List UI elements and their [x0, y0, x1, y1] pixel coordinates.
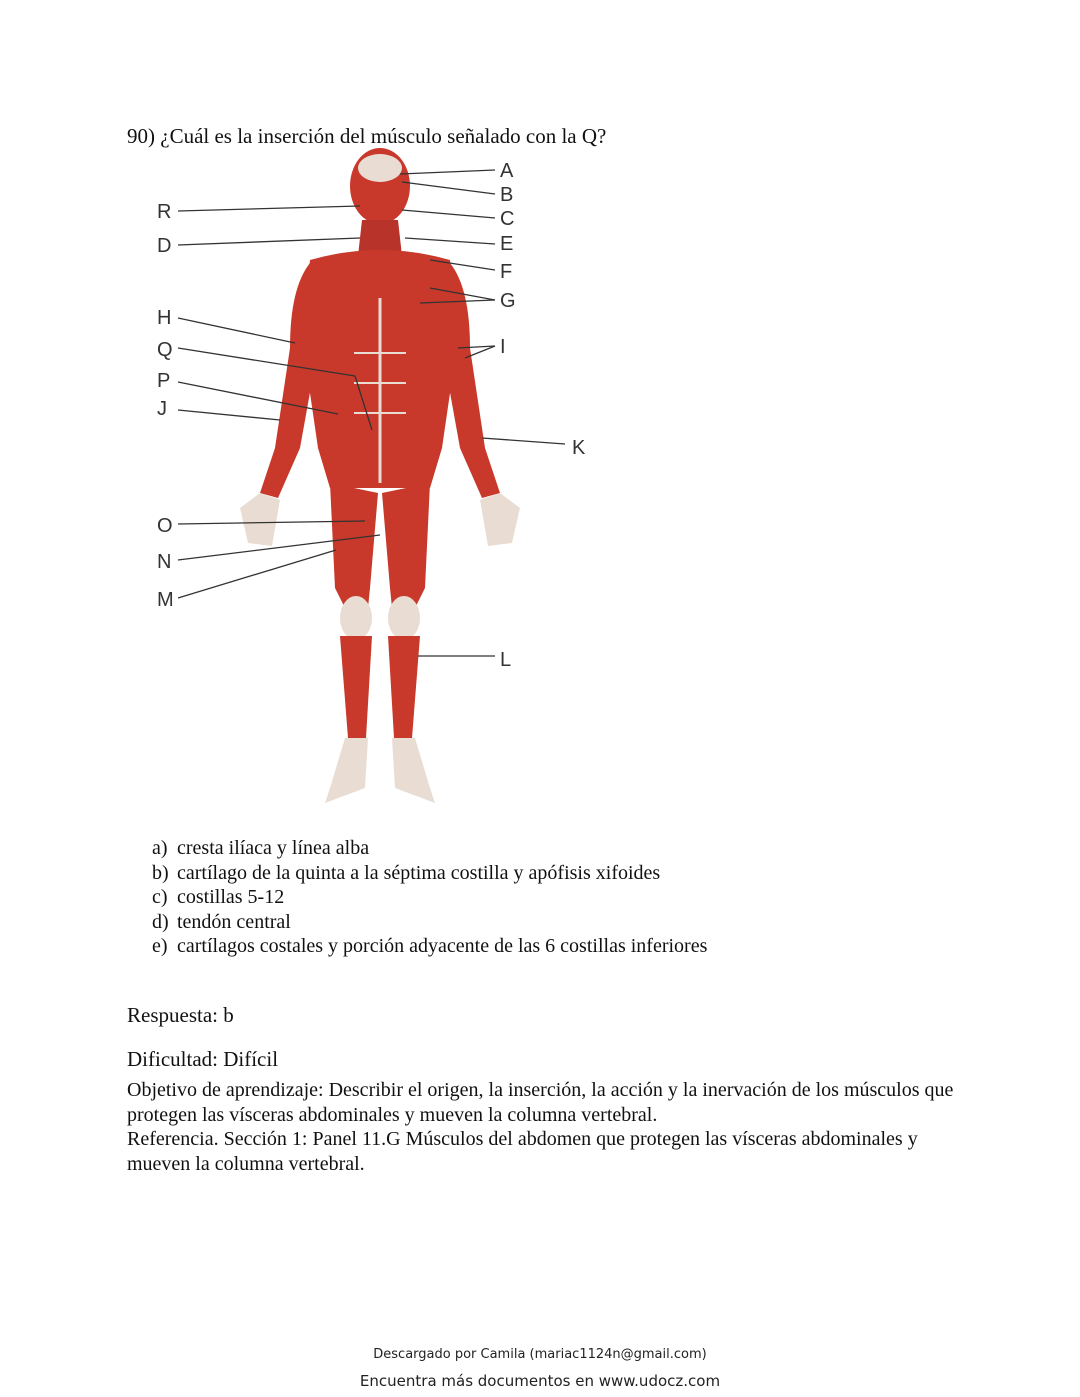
- label-D: D: [157, 235, 172, 257]
- label-J: J: [157, 398, 167, 420]
- difficulty: Dificultad: Difícil: [127, 1047, 279, 1071]
- option-letter: a): [152, 837, 168, 859]
- option-c: [152, 885, 707, 910]
- option-e: [152, 934, 707, 959]
- udocz-link-footer[interactable]: Encuentra más documentos en www.udocz.com: [359, 1372, 721, 1390]
- anatomy-figure-svg: [140, 148, 610, 818]
- option-a: [152, 836, 707, 861]
- answer: Respuesta: b: [127, 1003, 234, 1027]
- label-I: I: [500, 336, 506, 358]
- option-letter: d): [152, 910, 169, 933]
- label-C: C: [500, 208, 515, 230]
- label-B: B: [500, 184, 514, 206]
- label-N: N: [157, 551, 172, 573]
- option-letter: c): [152, 886, 168, 908]
- label-O: O: [157, 515, 173, 537]
- option-text: tendón central: [177, 910, 291, 933]
- label-H: H: [157, 307, 172, 329]
- label-F: F: [500, 261, 513, 283]
- option-b: [152, 861, 707, 886]
- label-M: M: [157, 589, 174, 611]
- label-L: L: [500, 649, 512, 671]
- learning-info: [127, 1078, 967, 1176]
- label-A: A: [500, 160, 514, 182]
- option-letter: b): [152, 861, 169, 884]
- option-text: cartílagos costales y porción adyacente de las 6 costillas inferiores: [177, 935, 708, 957]
- label-E: E: [500, 233, 514, 255]
- label-P: P: [157, 370, 171, 392]
- label-R: R: [157, 201, 172, 223]
- answer-options: [152, 836, 707, 959]
- learning-objective: Objetivo de aprendizaje: Describir el origen, la inserción, la acción y la inervación de los músculos que protegen las vísceras abdominales y mueven la columna vertebral.: [127, 1079, 954, 1126]
- label-G: G: [500, 290, 516, 312]
- option-letter: e): [152, 935, 168, 957]
- option-text: costillas 5-12: [177, 886, 285, 908]
- human-muscle-figure: [240, 148, 520, 803]
- option-text: cresta ilíaca y línea alba: [177, 837, 370, 859]
- muscle-diagram: [140, 148, 610, 818]
- downloaded-by-footer: Descargado por Camila (mariac1124n@gmail.com): [373, 1347, 707, 1362]
- option-text: cartílago de la quinta a la séptima costilla y apófisis xifoides: [177, 861, 661, 884]
- label-K: K: [572, 437, 586, 459]
- option-d: [152, 910, 707, 935]
- reference: Referencia. Sección 1: Panel 11.G Músculos del abdomen que protegen las vísceras abdominales y mueven la columna vertebral.: [127, 1128, 918, 1175]
- label-Q: Q: [157, 339, 173, 361]
- question-title: 90) ¿Cuál es la inserción del músculo señalado con la Q?: [127, 124, 607, 148]
